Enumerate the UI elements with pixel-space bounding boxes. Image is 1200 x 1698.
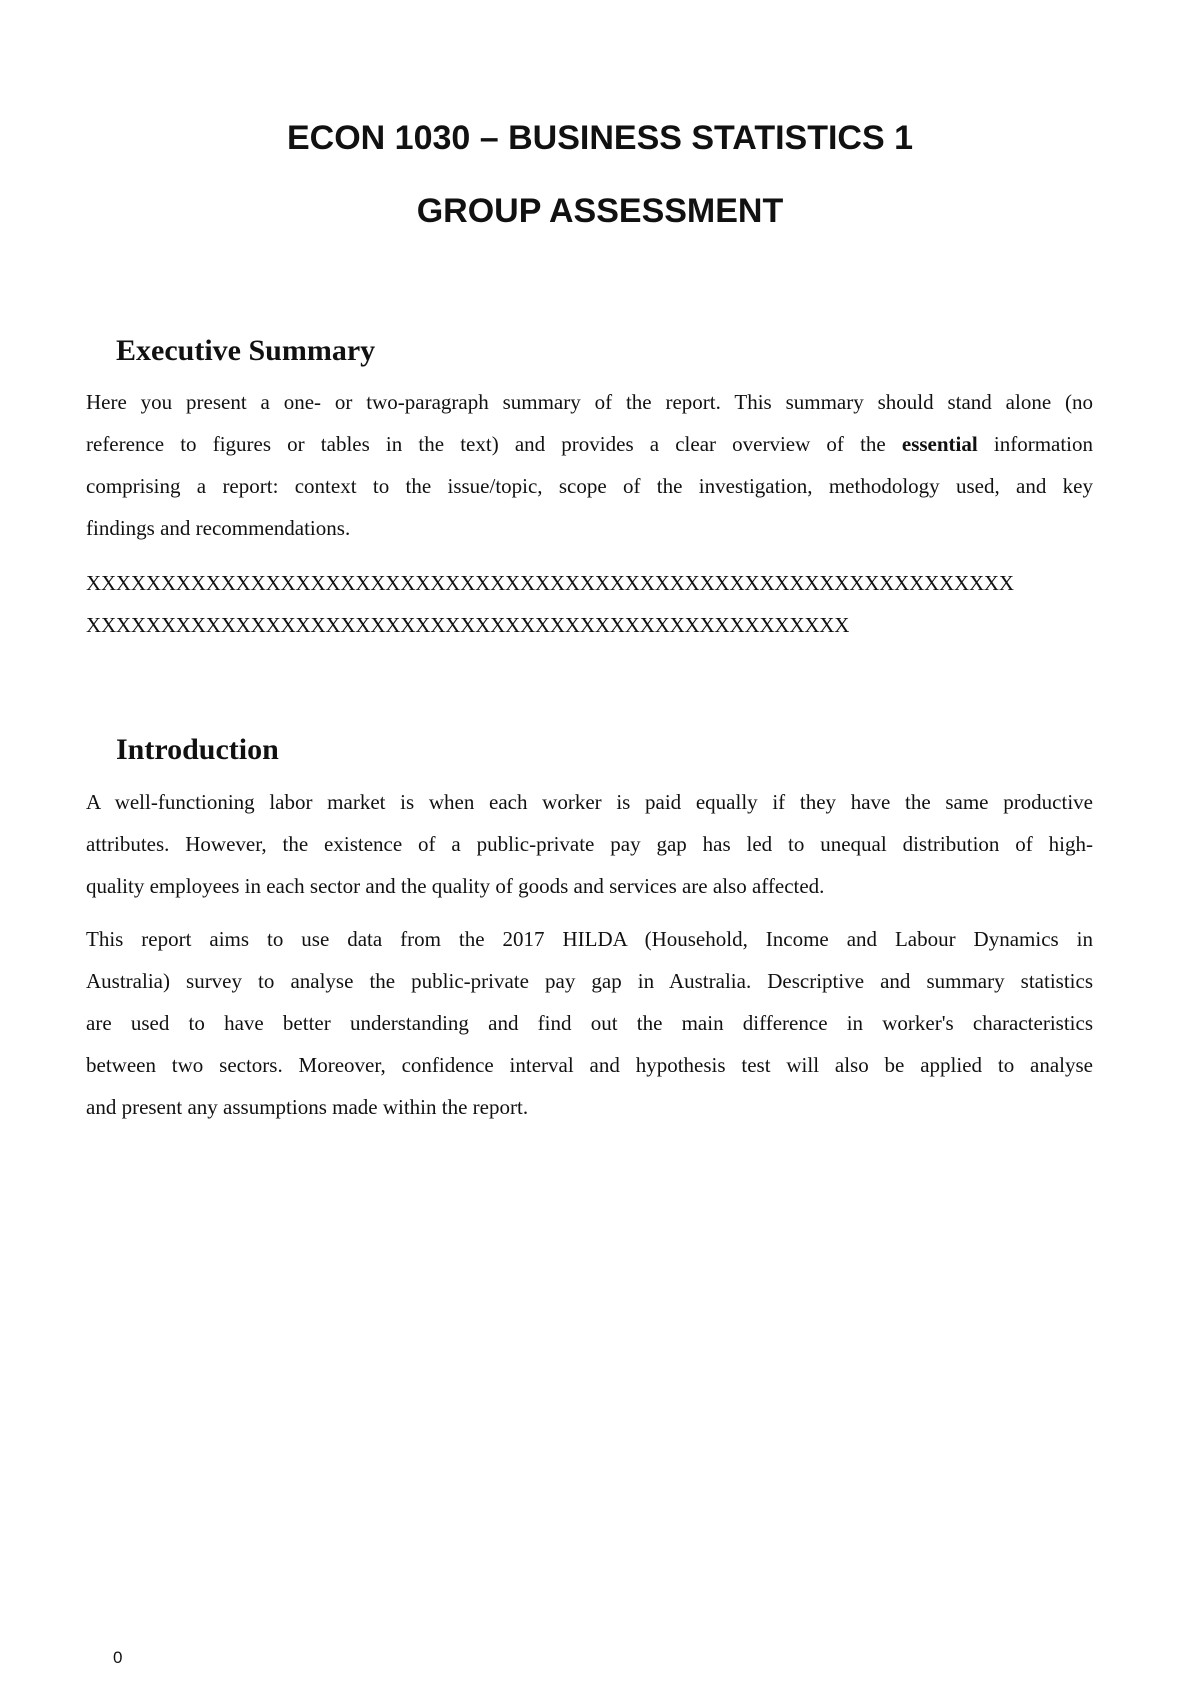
document-title-course: ECON 1030 – BUSINESS STATISTICS 1 (286, 119, 914, 157)
introduction-p2-line-3: are used to have better understanding and find out the main difference in worker's characteristics (86, 1011, 1093, 1035)
executive-summary-paragraph (86, 381, 1093, 549)
introduction-p1-line-1: A well-functioning labor market is when each worker is paid equally if they have the same productive (86, 790, 1093, 814)
introduction-paragraph-1 (86, 781, 1093, 907)
executive-summary-line-2-end: information (993, 432, 1094, 456)
emphasis-word-essential: essential (901, 432, 978, 456)
introduction-heading: Introduction (116, 733, 279, 766)
introduction-p2-line-4: between two sectors. Moreover, confidence interval and hypothesis test will also be applied to analyse (86, 1053, 1093, 1077)
introduction-p1-line-3: quality employees in each sector and the quality of goods and services are also affected. (86, 874, 825, 898)
introduction-p2-line-5: and present any assumptions made within the report. (86, 1095, 529, 1119)
document-title-assessment: GROUP ASSESSMENT (416, 192, 784, 230)
introduction-p2-line-2: Australia) survey to analyse the public-private pay gap in Australia. Descriptive and summary statistics (86, 969, 1093, 993)
page-number: 0 (113, 1648, 123, 1667)
executive-summary-line-4: findings and recommendations. (86, 516, 351, 540)
placeholder-text-line-1: XXXXXXXXXXXXXXXXXXXXXXXXXXXXXXXXXXXXXXXXXXXXXXXXXXXXXXXXXXXXXX (86, 571, 1014, 595)
executive-summary-line-2-start: reference to figures or tables in the text) and provides a clear overview of the (86, 432, 886, 456)
placeholder-text-line-2: XXXXXXXXXXXXXXXXXXXXXXXXXXXXXXXXXXXXXXXXXXXXXXXXXXX (86, 613, 850, 637)
introduction-paragraph-2 (86, 918, 1093, 1128)
executive-summary-line-1: Here you present a one- or two-paragraph summary of the report. This summary should stand alone (no (86, 390, 1093, 414)
executive-summary-line-2 (86, 423, 1093, 465)
introduction-p2-line-1: This report aims to use data from the 2017 HILDA (Household, Income and Labour Dynamics in (86, 927, 1093, 951)
executive-summary-heading: Executive Summary (116, 334, 376, 367)
executive-summary-line-3: comprising a report: context to the issue/topic, scope of the investigation, methodology used, and key (86, 474, 1093, 498)
introduction-p1-line-2: attributes. However, the existence of a public-private pay gap has led to unequal distribution of high- (86, 832, 1093, 856)
